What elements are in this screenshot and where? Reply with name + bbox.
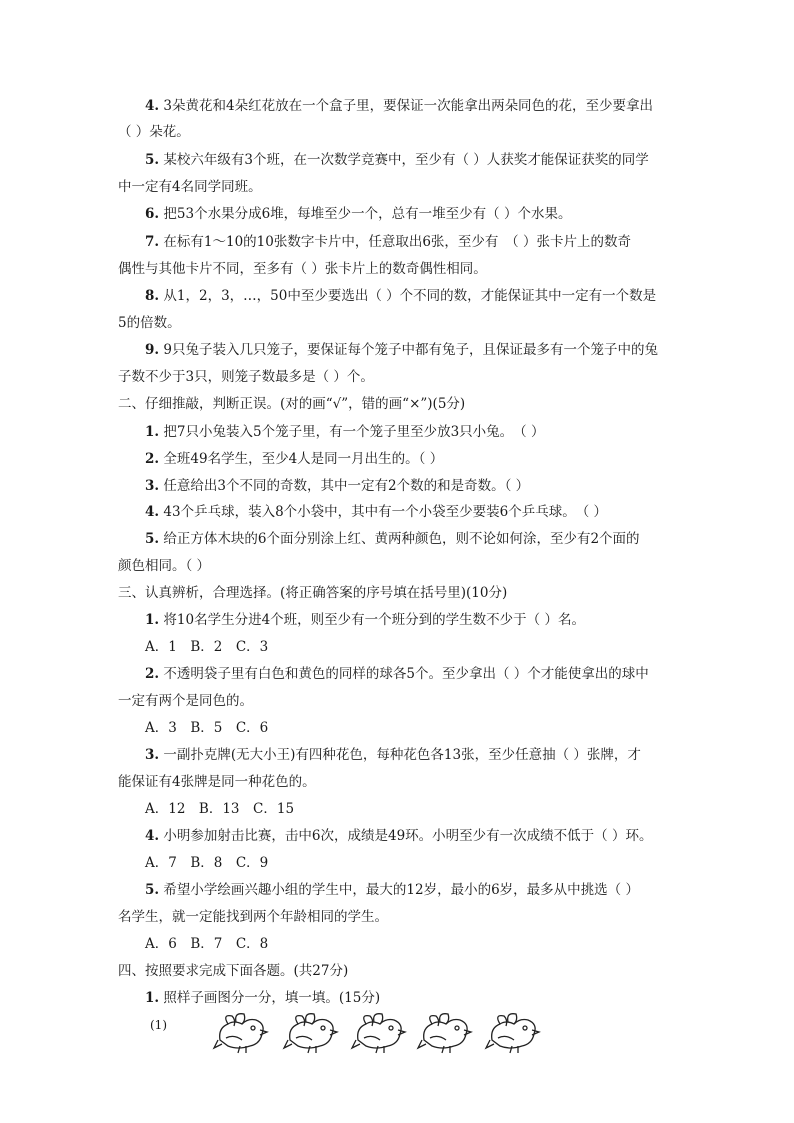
question-line: 8. 从1，2，3，…，50中至少要选出（ ）个不同的数，才能保证其中一定有一个数是 xyxy=(145,288,657,304)
question-line: 7. 在标有1～10的10张数字卡片中，任意取出6张，至少有 （ ）张卡片上的数奇 xyxy=(145,234,631,250)
answer-options: A．6 B．7 C．8 xyxy=(145,936,269,952)
answer-options: A．3 B．5 C．6 xyxy=(145,720,269,736)
question-line: 5的倍数。 xyxy=(118,315,181,331)
question-line: 2. 不透明袋子里有白色和黄色的同样的球各5个。至少拿出（ ）个才能使拿出的球中 xyxy=(145,666,649,682)
question-line: 能保证有4张牌是同一种花色的。 xyxy=(118,774,316,790)
question-line: 3. 一副扑克牌(无大小王)有四种花色，每种花色各13张，至少任意抽（ ）张牌，才 xyxy=(145,747,641,763)
bird-icon xyxy=(350,1010,408,1056)
question-line: 4. 43个乒乓球，装入8个小袋中，其中有一个小袋至少要装6个乒乓球。 （ ） xyxy=(145,504,608,520)
question-line: 中一定有4名同学同班。 xyxy=(118,179,262,195)
question-line: 5. 给正方体木块的6个面分别涂上红、黄两种颜色，则不论如何涂，至少有2个面的 xyxy=(145,531,640,547)
question-line: （ ）朵花。 xyxy=(118,124,190,140)
question-line: 颜色相同。（ ） xyxy=(118,558,211,574)
question-line: 5. 某校六年级有3个班，在一次数学竞赛中，至少有（ ）人获奖才能保证获奖的同学 xyxy=(145,152,649,168)
question-line: 1. 把7只小兔装入5个笼子里，有一个笼子里至少放3只小兔。 （ ） xyxy=(145,424,545,440)
question-line: 3. 任意给出3个不同的奇数，其中一定有2个数的和是奇数。（ ） xyxy=(145,478,530,494)
answer-options: A．7 B．8 C．9 xyxy=(145,855,269,871)
answer-options: A．12 B．13 C．15 xyxy=(145,801,295,817)
question-line: 1. 照样子画图分一分，填一填。(15分) xyxy=(145,990,381,1006)
bird-icon xyxy=(212,1010,270,1056)
bird-icon xyxy=(416,1010,474,1056)
question-line: 9. 9只兔子装入几只笼子，要保证每个笼子中都有兔子，且保证最多有一个笼子中的兔 xyxy=(145,342,658,358)
question-line: 1. 将10名学生分进4个班，则至少有一个班分到的学生数不少于（ ）名。 xyxy=(145,612,585,628)
question-line: 一定有两个是同色的。 xyxy=(118,693,253,709)
question-line: 4. 小明参加射击比赛，击中6次，成绩是49环。小明至少有一次成绩不低于（ ）环。 xyxy=(145,828,653,844)
question-line: 名学生，就一定能找到两个年龄相同的学生。 xyxy=(118,909,388,925)
question-line: 4. 3朵黄花和4朵红花放在一个盒子里，要保证一次能拿出两朵同色的花，至少要拿出 xyxy=(145,98,654,114)
section-heading: 三、认真辨析，合理选择。(将正确答案的序号填在括号里)(10分) xyxy=(118,585,508,601)
section-heading: 二、仔细推敲，判断正误。(对的画“√”，错的画“×”)(5分) xyxy=(118,396,466,412)
question-line: 偶性与其他卡片不同，至多有（ ）张卡片上的数奇偶性相同。 xyxy=(118,261,487,277)
question-line: 6. 把53个水果分成6堆，每堆至少一个，总有一堆至少有（ ）个水果。 xyxy=(145,206,572,222)
question-line: 5. 希望小学绘画兴趣小组的学生中，最大的12岁，最小的6岁，最多从中挑选（ ） xyxy=(145,882,639,898)
bird-figure-row xyxy=(212,1010,552,1060)
question-line: 子数不少于3只，则笼子数最多是（ ）个。 xyxy=(118,369,374,385)
bird-icon xyxy=(484,1010,542,1056)
section-heading: 四、按照要求完成下面各题。(共27分) xyxy=(118,963,349,979)
figure-label: (1) xyxy=(150,1018,167,1032)
answer-options: A．1 B．2 C．3 xyxy=(145,639,269,655)
question-line: 2. 全班49名学生，至少4人是同一月出生的。（ ） xyxy=(145,451,444,467)
bird-icon xyxy=(282,1010,340,1056)
